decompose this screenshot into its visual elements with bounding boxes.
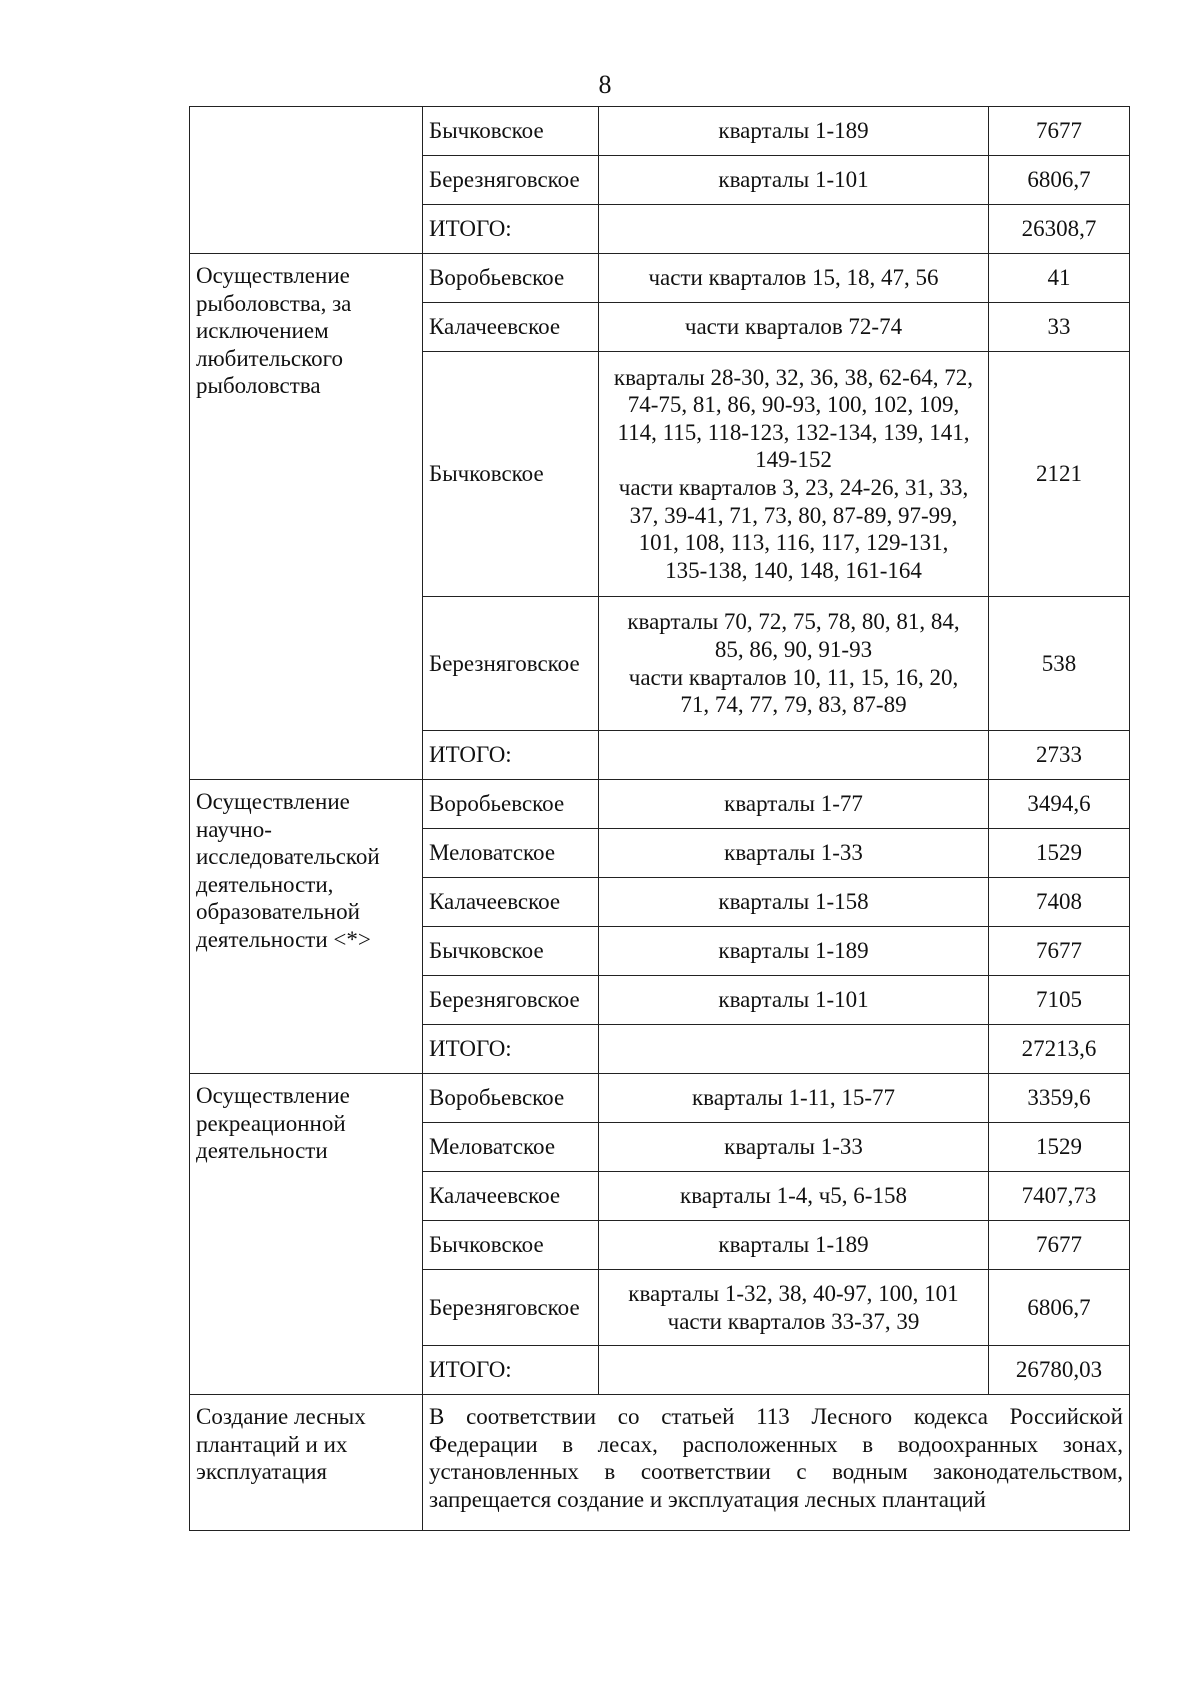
total-value: 27213,6 — [989, 1025, 1130, 1074]
location-cell: кварталы 70, 72, 75, 78, 80, 81, 84, 85, 86, 90, 91-93 части кварталов 10, 11, 15, 16, 20, 71, 74, 77, 79, 83, 87-89 — [599, 597, 989, 731]
location-cell: кварталы 1-189 — [599, 1221, 989, 1270]
table-row — [190, 107, 1130, 156]
location-cell: кварталы 1-32, 38, 40-97, 100, 101 части кварталов 33-37, 39 — [599, 1270, 989, 1346]
lesnichestvo-cell: Бычковское — [423, 1221, 599, 1270]
table-row — [190, 780, 1130, 829]
lesnichestvo-cell: Березняговское — [423, 976, 599, 1025]
area-cell: 7407,73 — [989, 1172, 1130, 1221]
lesnichestvo-cell: Березняговское — [423, 1270, 599, 1346]
area-cell: 3359,6 — [989, 1074, 1130, 1123]
empty-cell — [599, 205, 989, 254]
area-cell: 6806,7 — [989, 156, 1130, 205]
note-cell: В соответствии со статьей 113 Лесного кодекса Российской Федерации в лесах, расположенных в водоохранных зонах, установленных в соответствии с водным законодательством, запрещается создание и эксплуатация лесных плантаций — [423, 1395, 1130, 1531]
total-label: ИТОГО: — [423, 1025, 599, 1074]
table-row — [190, 1395, 1130, 1531]
area-cell: 7677 — [989, 927, 1130, 976]
lesnichestvo-cell: Воробьевское — [423, 254, 599, 303]
area-cell: 33 — [989, 303, 1130, 352]
location-cell: кварталы 1-33 — [599, 829, 989, 878]
lesnichestvo-cell: Бычковское — [423, 927, 599, 976]
total-value: 26308,7 — [989, 205, 1130, 254]
location-cell: кварталы 1-101 — [599, 976, 989, 1025]
area-cell: 7408 — [989, 878, 1130, 927]
table-row — [190, 254, 1130, 303]
lesnichestvo-cell: Березняговское — [423, 156, 599, 205]
location-cell: кварталы 1-4, ч5, 6-158 — [599, 1172, 989, 1221]
activity-cell: Осуществление рекреационной деятельности — [190, 1074, 423, 1395]
location-cell: кварталы 1-189 — [599, 107, 989, 156]
area-cell: 41 — [989, 254, 1130, 303]
area-cell: 2121 — [989, 352, 1130, 597]
activity-cell: Осуществление научно-исследовательской деятельности, образовательной деятельности <*> — [190, 780, 423, 1074]
lesnichestvo-cell: Воробьевское — [423, 780, 599, 829]
empty-cell — [599, 731, 989, 780]
location-cell: кварталы 1-189 — [599, 927, 989, 976]
total-value: 2733 — [989, 731, 1130, 780]
location-cell: кварталы 28-30, 32, 36, 38, 62-64, 72, 74-75, 81, 86, 90-93, 100, 102, 109, 114, 115, 118-123, 132-134, 139, 141, 149-152 части кварталов 3, 23, 24-26, 31, 33, 37, 39-41, 71, 73, 80, 87-89, 97-99, 101, 108, 113, 116, 117, 129-131, 135-138, 140, 148, 161-164 — [599, 352, 989, 597]
location-cell: кварталы 1-33 — [599, 1123, 989, 1172]
total-label: ИТОГО: — [423, 731, 599, 780]
lesnichestvo-cell: Бычковское — [423, 352, 599, 597]
empty-cell — [599, 1346, 989, 1395]
total-label: ИТОГО: — [423, 205, 599, 254]
area-cell: 7677 — [989, 1221, 1130, 1270]
activity-cell — [190, 107, 423, 254]
area-cell: 1529 — [989, 829, 1130, 878]
area-cell: 1529 — [989, 1123, 1130, 1172]
empty-cell — [599, 1025, 989, 1074]
area-cell: 7105 — [989, 976, 1130, 1025]
lesnichestvo-cell: Меловатское — [423, 1123, 599, 1172]
lesnichestvo-cell: Калачеевское — [423, 878, 599, 927]
lesnichestvo-cell: Воробьевское — [423, 1074, 599, 1123]
area-cell: 7677 — [989, 107, 1130, 156]
total-label: ИТОГО: — [423, 1346, 599, 1395]
location-cell: кварталы 1-101 — [599, 156, 989, 205]
location-cell: части кварталов 15, 18, 47, 56 — [599, 254, 989, 303]
location-cell: кварталы 1-11, 15-77 — [599, 1074, 989, 1123]
location-cell: кварталы 1-158 — [599, 878, 989, 927]
activity-cell: Создание лесных плантаций и их эксплуатация — [190, 1395, 423, 1531]
area-cell: 3494,6 — [989, 780, 1130, 829]
table-row — [190, 1074, 1130, 1123]
location-cell: кварталы 1-77 — [599, 780, 989, 829]
area-cell: 538 — [989, 597, 1130, 731]
lesnichestvo-cell: Меловатское — [423, 829, 599, 878]
lesnichestvo-cell: Березняговское — [423, 597, 599, 731]
location-cell: части кварталов 72-74 — [599, 303, 989, 352]
page-number: 8 — [598, 70, 612, 99]
lesnichestvo-cell: Калачеевское — [423, 303, 599, 352]
lesnichestvo-cell: Калачеевское — [423, 1172, 599, 1221]
area-cell: 6806,7 — [989, 1270, 1130, 1346]
lesnichestvo-cell: Бычковское — [423, 107, 599, 156]
forest-use-table — [189, 106, 1130, 1531]
total-value: 26780,03 — [989, 1346, 1130, 1395]
activity-cell: Осуществление рыболовства, за исключением любительского рыболовства — [190, 254, 423, 780]
